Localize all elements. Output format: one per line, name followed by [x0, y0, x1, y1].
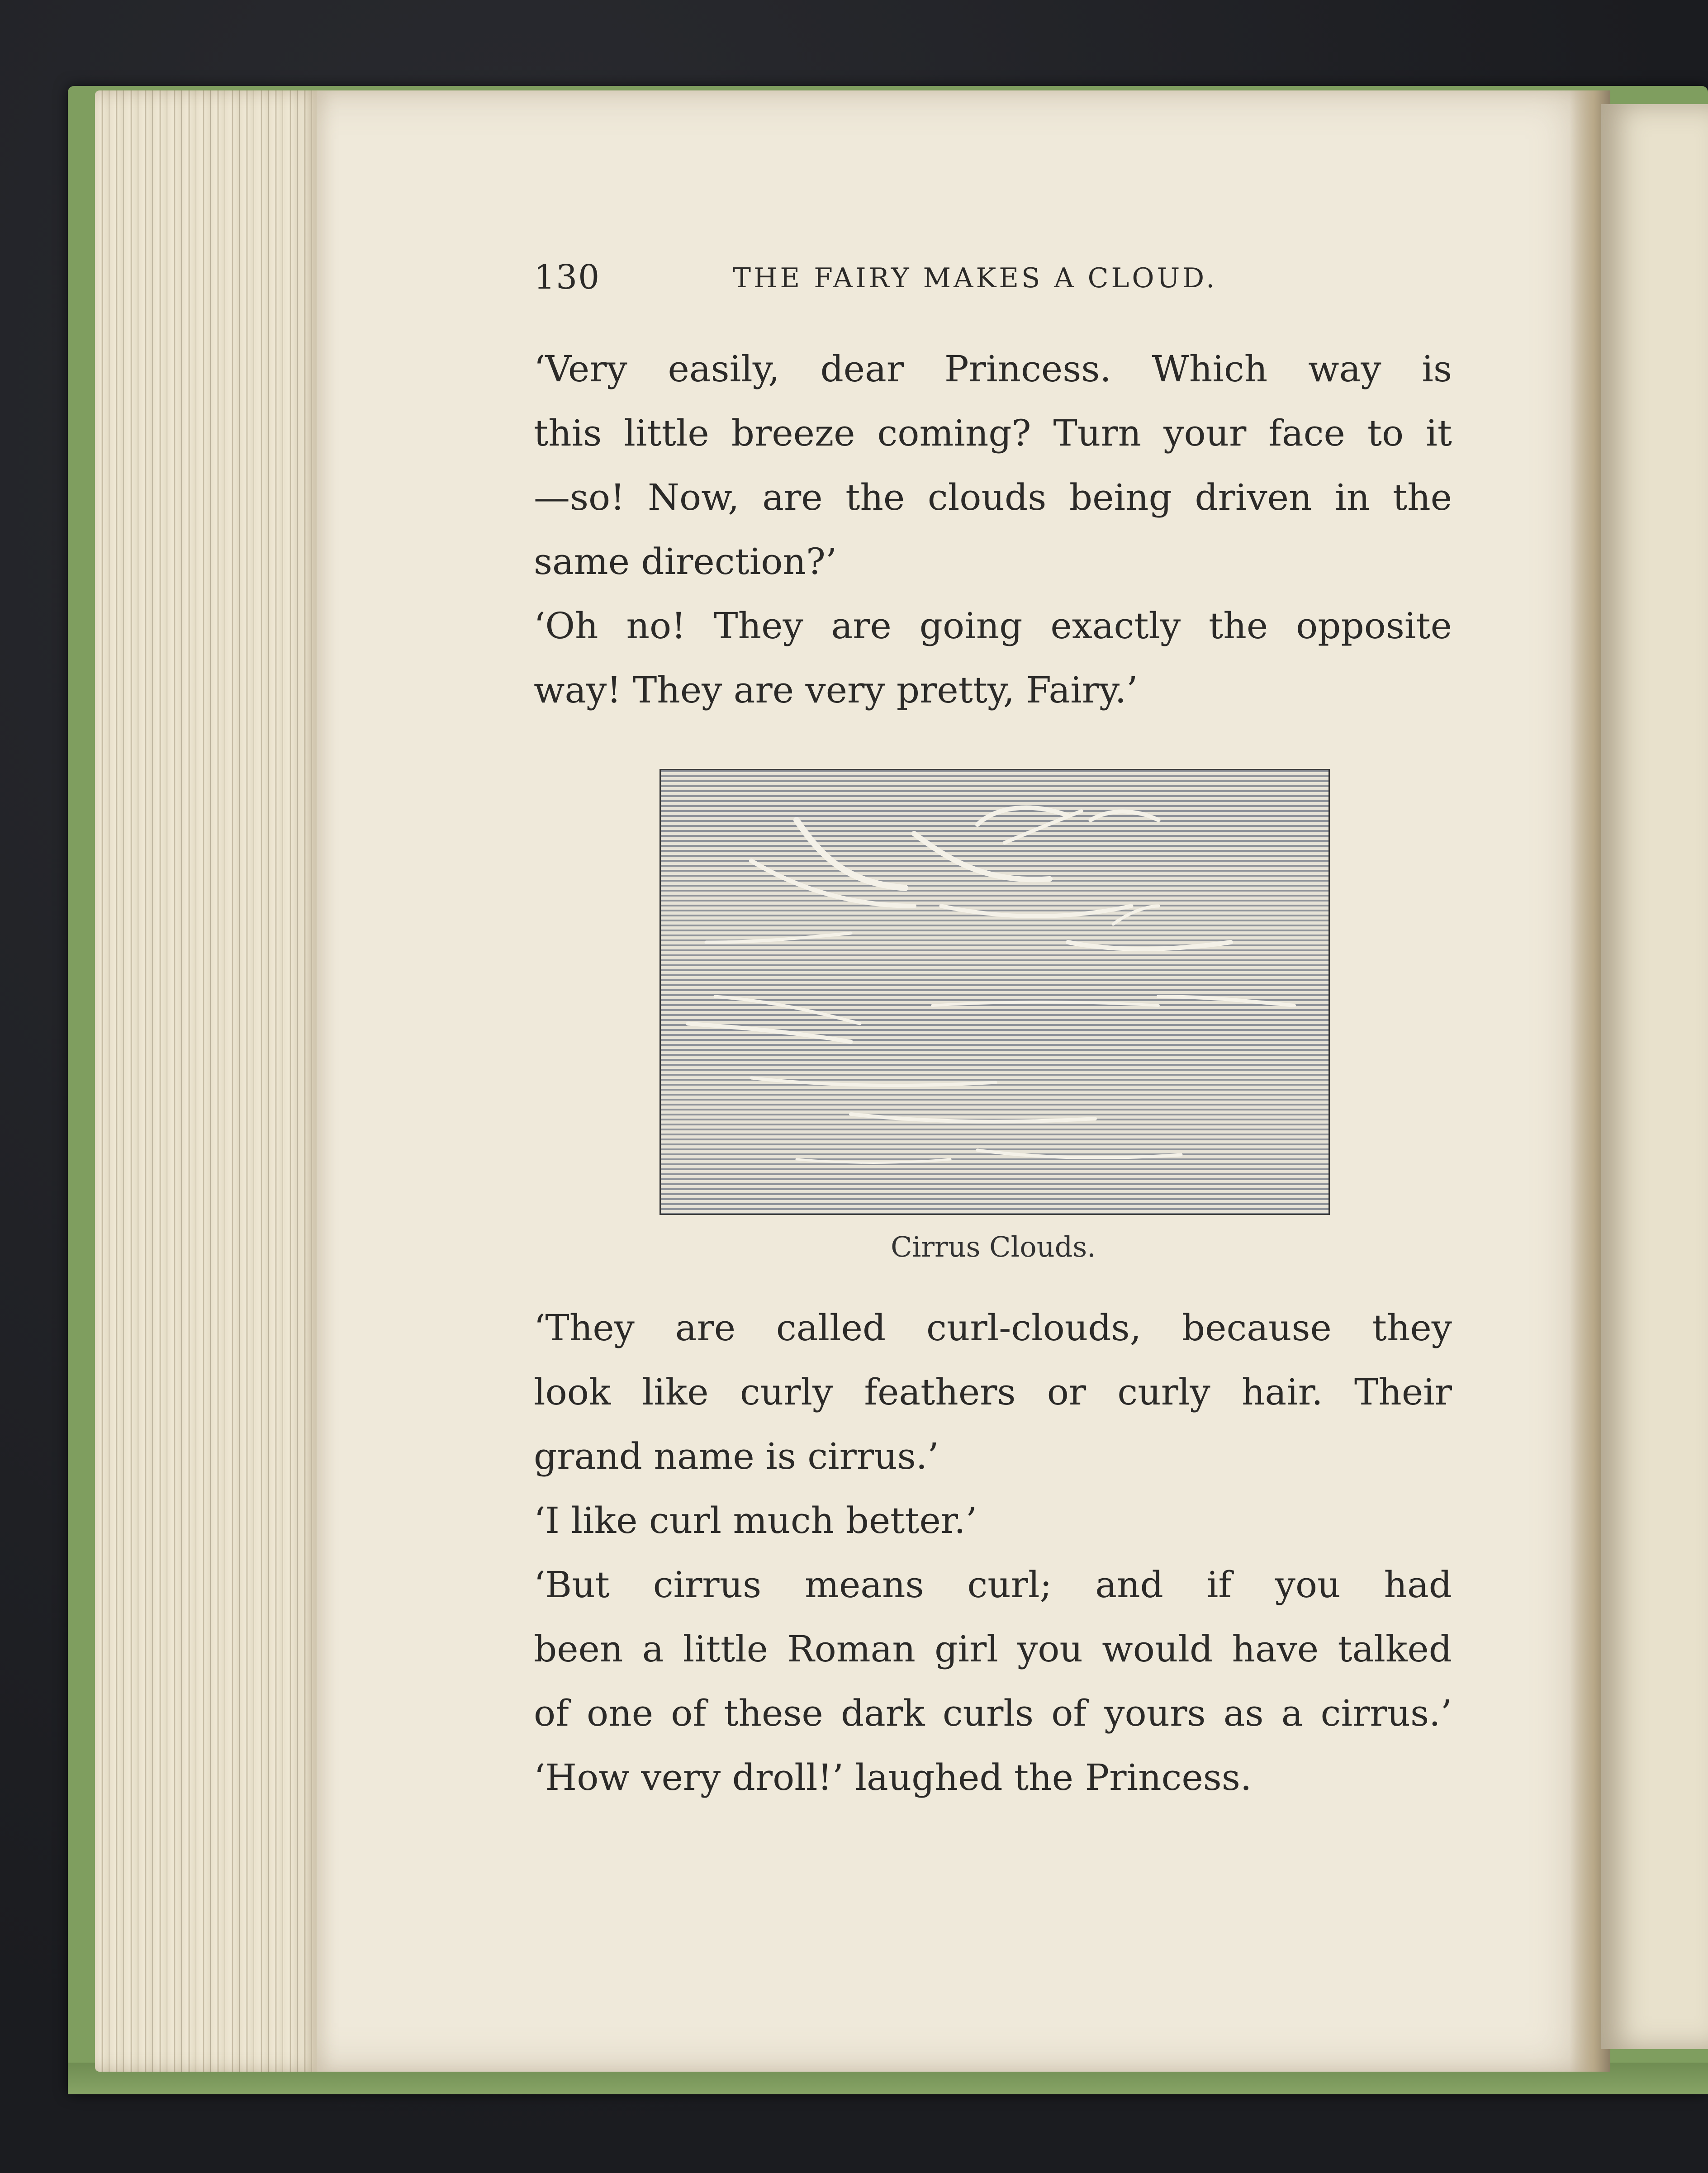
figure-caption: Cirrus Clouds. — [891, 1230, 1096, 1263]
text-line: of one of these dark curls of yours as a cirrus.’ — [534, 1692, 1452, 1734]
text-line: way! They are very pretty, Fairy.’ — [534, 669, 1138, 711]
facing-page-edge — [1601, 104, 1708, 2049]
text-line: grand name is cirrus.’ — [534, 1435, 939, 1477]
text-line: same direction?’ — [534, 541, 837, 583]
text-line: ‘Oh no! They are going exactly the opposite — [534, 605, 1452, 647]
text-line: look like curly feathers or curly hair. Their — [534, 1371, 1452, 1413]
text-line: ‘Very easily, dear Princess. Which way is — [534, 348, 1452, 390]
text-line: this little breeze coming? Turn your face to it — [534, 412, 1452, 454]
text-line: ‘How very droll!’ laughed the Princess. — [534, 1756, 1252, 1798]
page-edges — [95, 90, 321, 2072]
text-line: ‘They are called curl-clouds, because they — [534, 1307, 1452, 1349]
page-number: 130 — [534, 258, 601, 297]
cirrus-clouds-illustration — [659, 769, 1330, 1215]
cloud-engraving — [661, 770, 1328, 1214]
text-line: —so! Now, are the clouds being driven in the — [534, 476, 1452, 518]
text-line: ‘But cirrus means curl; and if you had — [534, 1564, 1452, 1606]
text-block-top — [534, 337, 1452, 722]
running-head — [534, 258, 1438, 308]
text-line: ‘I like curl much better.’ — [534, 1499, 977, 1542]
text-line: been a little Roman girl you would have talked — [534, 1628, 1452, 1670]
text-block-bottom — [534, 1296, 1452, 1810]
running-title: THE FAIRY MAKES A CLOUD. — [733, 262, 1218, 294]
